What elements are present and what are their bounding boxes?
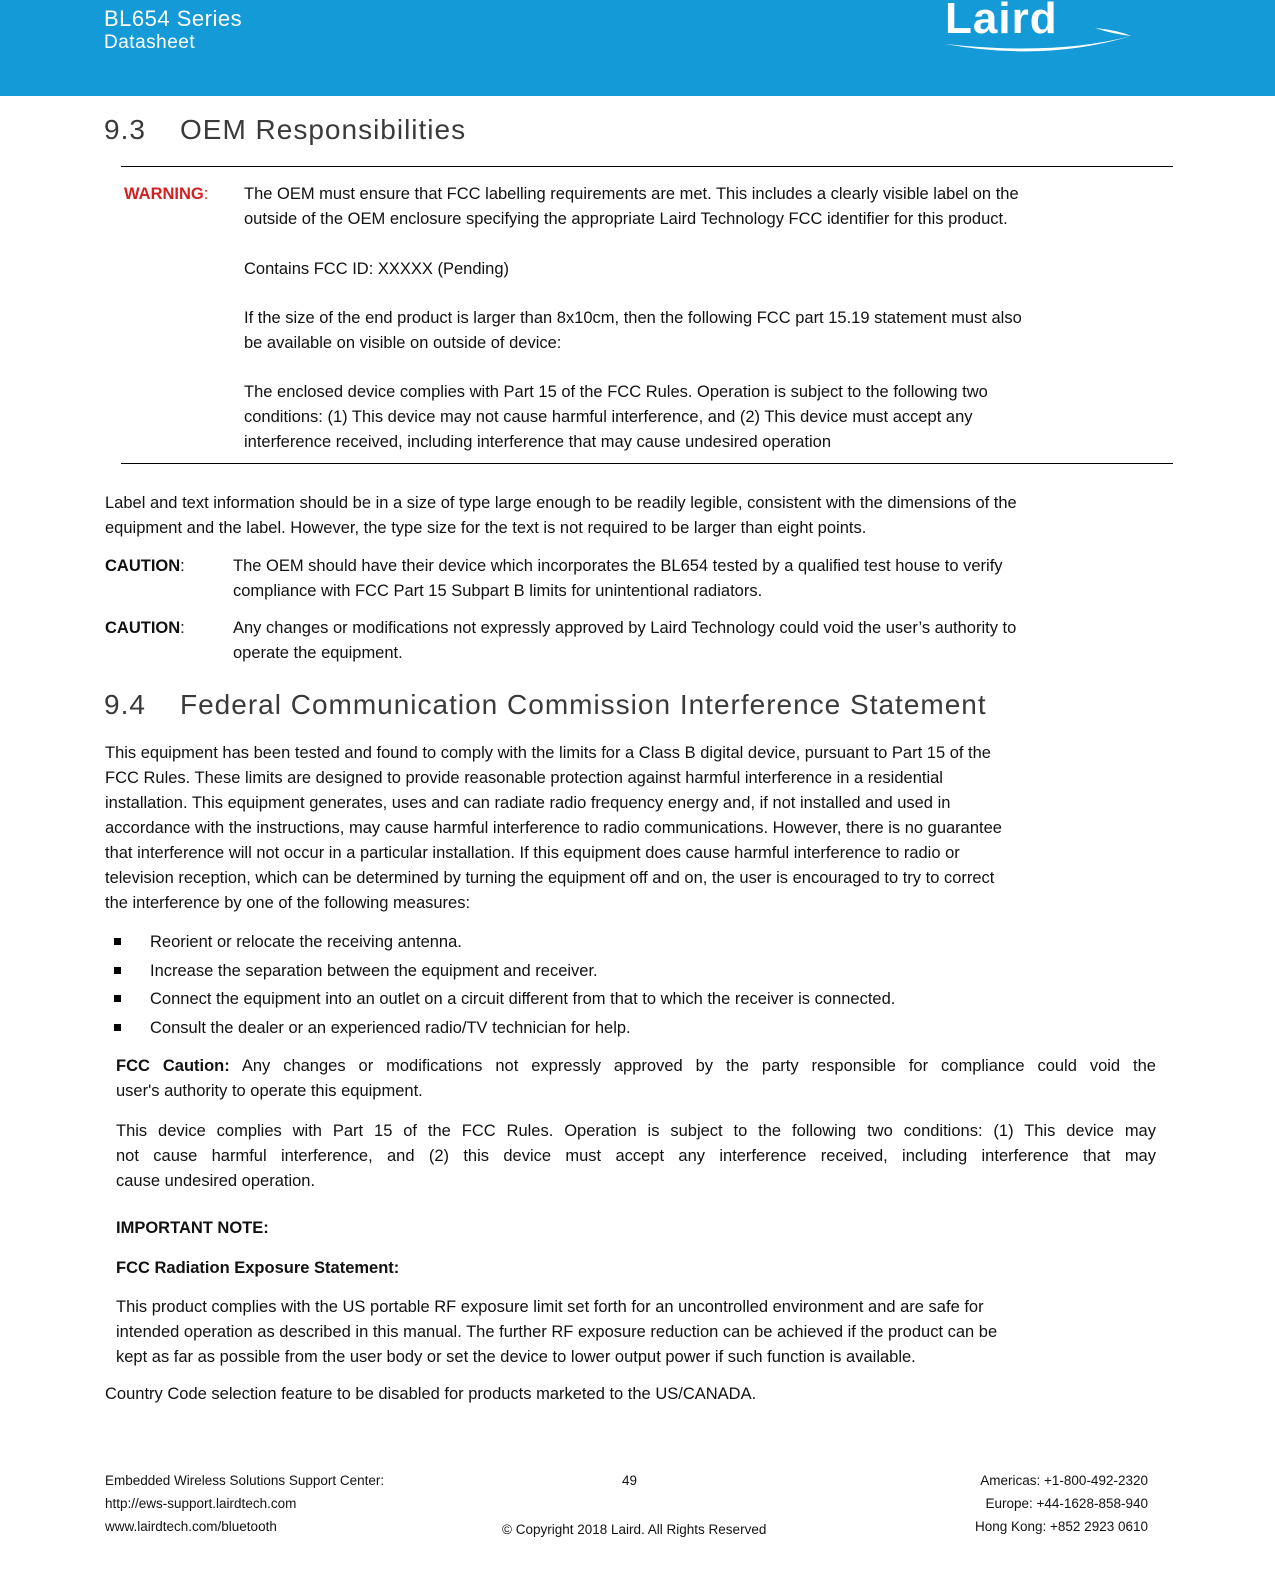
measures-list	[111, 930, 895, 1044]
list-item: Reorient or relocate the receiving antenna.	[111, 930, 895, 959]
phone-americas: Americas: +1-800-492-2320	[980, 1473, 1148, 1488]
phone-europe: Europe: +44-1628-858-940	[985, 1496, 1148, 1511]
warning-top-rule	[121, 166, 1173, 167]
caution-label-1: CAUTION:	[105, 557, 185, 575]
laird-logo	[945, 0, 1145, 62]
bullet-square-icon	[114, 938, 121, 945]
caution-label-2: CAUTION:	[105, 619, 185, 637]
important-note-heading: IMPORTANT NOTE:	[116, 1219, 269, 1237]
interference-intro: This equipment has been tested and found to comply with the limits for a Class B digital device, pursuant to Part 15 of the FCC Rules. These limits are designed to provide reasonable protection against harmful interference in a residential installation. This equipment generates, uses and can radiate radio frequency energy and, if not installed and used in accordance with the instructions, may cause harmful interference to radio communications. However, there is no guarantee that interference will not occur in a particular installation. If this equipment does cause harmful interference to radio or television reception, which can be determined by turning the equipment off and on, the user is encouraged to try to correct the interference by one of the following measures:	[105, 744, 1002, 912]
warning-label: WARNING:	[124, 185, 209, 203]
copyright: © Copyright 2018 Laird. All Rights Reserved	[502, 1522, 767, 1537]
section-title: Federal Communication Commission Interference Statement	[180, 689, 987, 720]
complies-paragraph: This device complies with Part 15 of the FCC Rules. Operation is subject to the following two conditions: (1) This device may not cause harmful interference, and (2) this device must accept any interference received, including interference that may cause undesired operation.	[116, 1122, 1156, 1190]
page-header	[0, 0, 1275, 96]
caution-text-2: Any changes or modifications not expressly approved by Laird Technology could void the user’s authority to operate the equipment.	[233, 619, 1017, 662]
page-number: 49	[622, 1473, 638, 1488]
label-text-paragraph: Label and text information should be in a size of type large enough to be readily legible, consistent with the dimensions of the equipment and the label. However, the type size for the text is not required to be larger than eight points.	[105, 494, 1017, 537]
warning-statement: The enclosed device complies with Part 15 of the FCC Rules. Operation is subject to the following two conditions: (1) This device may not cause harmful interference, and (2) This device must accept any interference received, including interference that may cause undesired operation	[244, 383, 988, 451]
support-center-label: Embedded Wireless Solutions Support Center:	[105, 1473, 385, 1488]
section-heading-9-4	[104, 689, 987, 721]
fcc-caution-paragraph: FCC Caution: Any changes or modifications not expressly approved by the party responsible for compliance could void the user's authority to operate this equipment.	[116, 1057, 1156, 1100]
bullet-square-icon	[114, 1024, 121, 1031]
exposure-heading: FCC Radiation Exposure Statement:	[116, 1259, 400, 1277]
warning-fcc-id: Contains FCC ID: XXXXX (Pending)	[244, 260, 510, 278]
caution-text-1: The OEM should have their device which incorporates the BL654 tested by a qualified test house to verify compliance with FCC Part 15 Subpart B limits for unintentional radiators.	[233, 557, 1003, 600]
warning-bottom-rule	[121, 463, 1173, 464]
section-heading-9-3	[104, 114, 466, 146]
bullet-square-icon	[114, 995, 121, 1002]
support-link[interactable]: http://ews-support.lairdtech.com	[105, 1496, 297, 1511]
fcc-caution-label: FCC Caution:	[116, 1057, 230, 1075]
list-item: Increase the separation between the equipment and receiver.	[111, 959, 895, 988]
logo-swoosh-icon	[945, 0, 1145, 62]
footer-right	[880, 1469, 1148, 1538]
logo-text: Laird	[945, 0, 1058, 43]
document-type: Datasheet	[104, 32, 196, 53]
phone-hong-kong: Hong Kong: +852 2923 0610	[974, 1519, 1148, 1534]
country-code-note: Country Code selection feature to be disabled for products marketed to the US/CANADA.	[105, 1385, 757, 1403]
product-series: BL654 Series	[104, 6, 243, 31]
list-item: Consult the dealer or an experienced radio/TV technician for help.	[111, 1016, 895, 1045]
section-number: 9.3	[104, 114, 146, 145]
bluetooth-link[interactable]: www.lairdtech.com/bluetooth	[105, 1519, 277, 1534]
section-number: 9.4	[104, 689, 146, 720]
section-title: OEM Responsibilities	[180, 114, 467, 145]
exposure-paragraph: This product complies with the US portable RF exposure limit set forth for an uncontrolled environment and are safe for intended operation as described in this manual. The further RF exposure reduction can be achieved if the product can be kept as far as possible from the user body or set the device to lower output power if such function is available.	[116, 1298, 998, 1366]
warning-text-1: The OEM must ensure that FCC labelling requirements are met. This includes a clearly visible label on the outside of the OEM enclosure specifying the appropriate Laird Technology FCC identifier for this product.	[244, 185, 1019, 228]
warning-text-2: If the size of the end product is larger than 8x10cm, then the following FCC part 15.19 statement must also be available on visible on outside of device:	[244, 309, 1022, 352]
bullet-square-icon	[114, 967, 121, 974]
list-item: Connect the equipment into an outlet on a circuit different from that to which the receiver is connected.	[111, 987, 895, 1016]
footer-left	[105, 1469, 384, 1538]
